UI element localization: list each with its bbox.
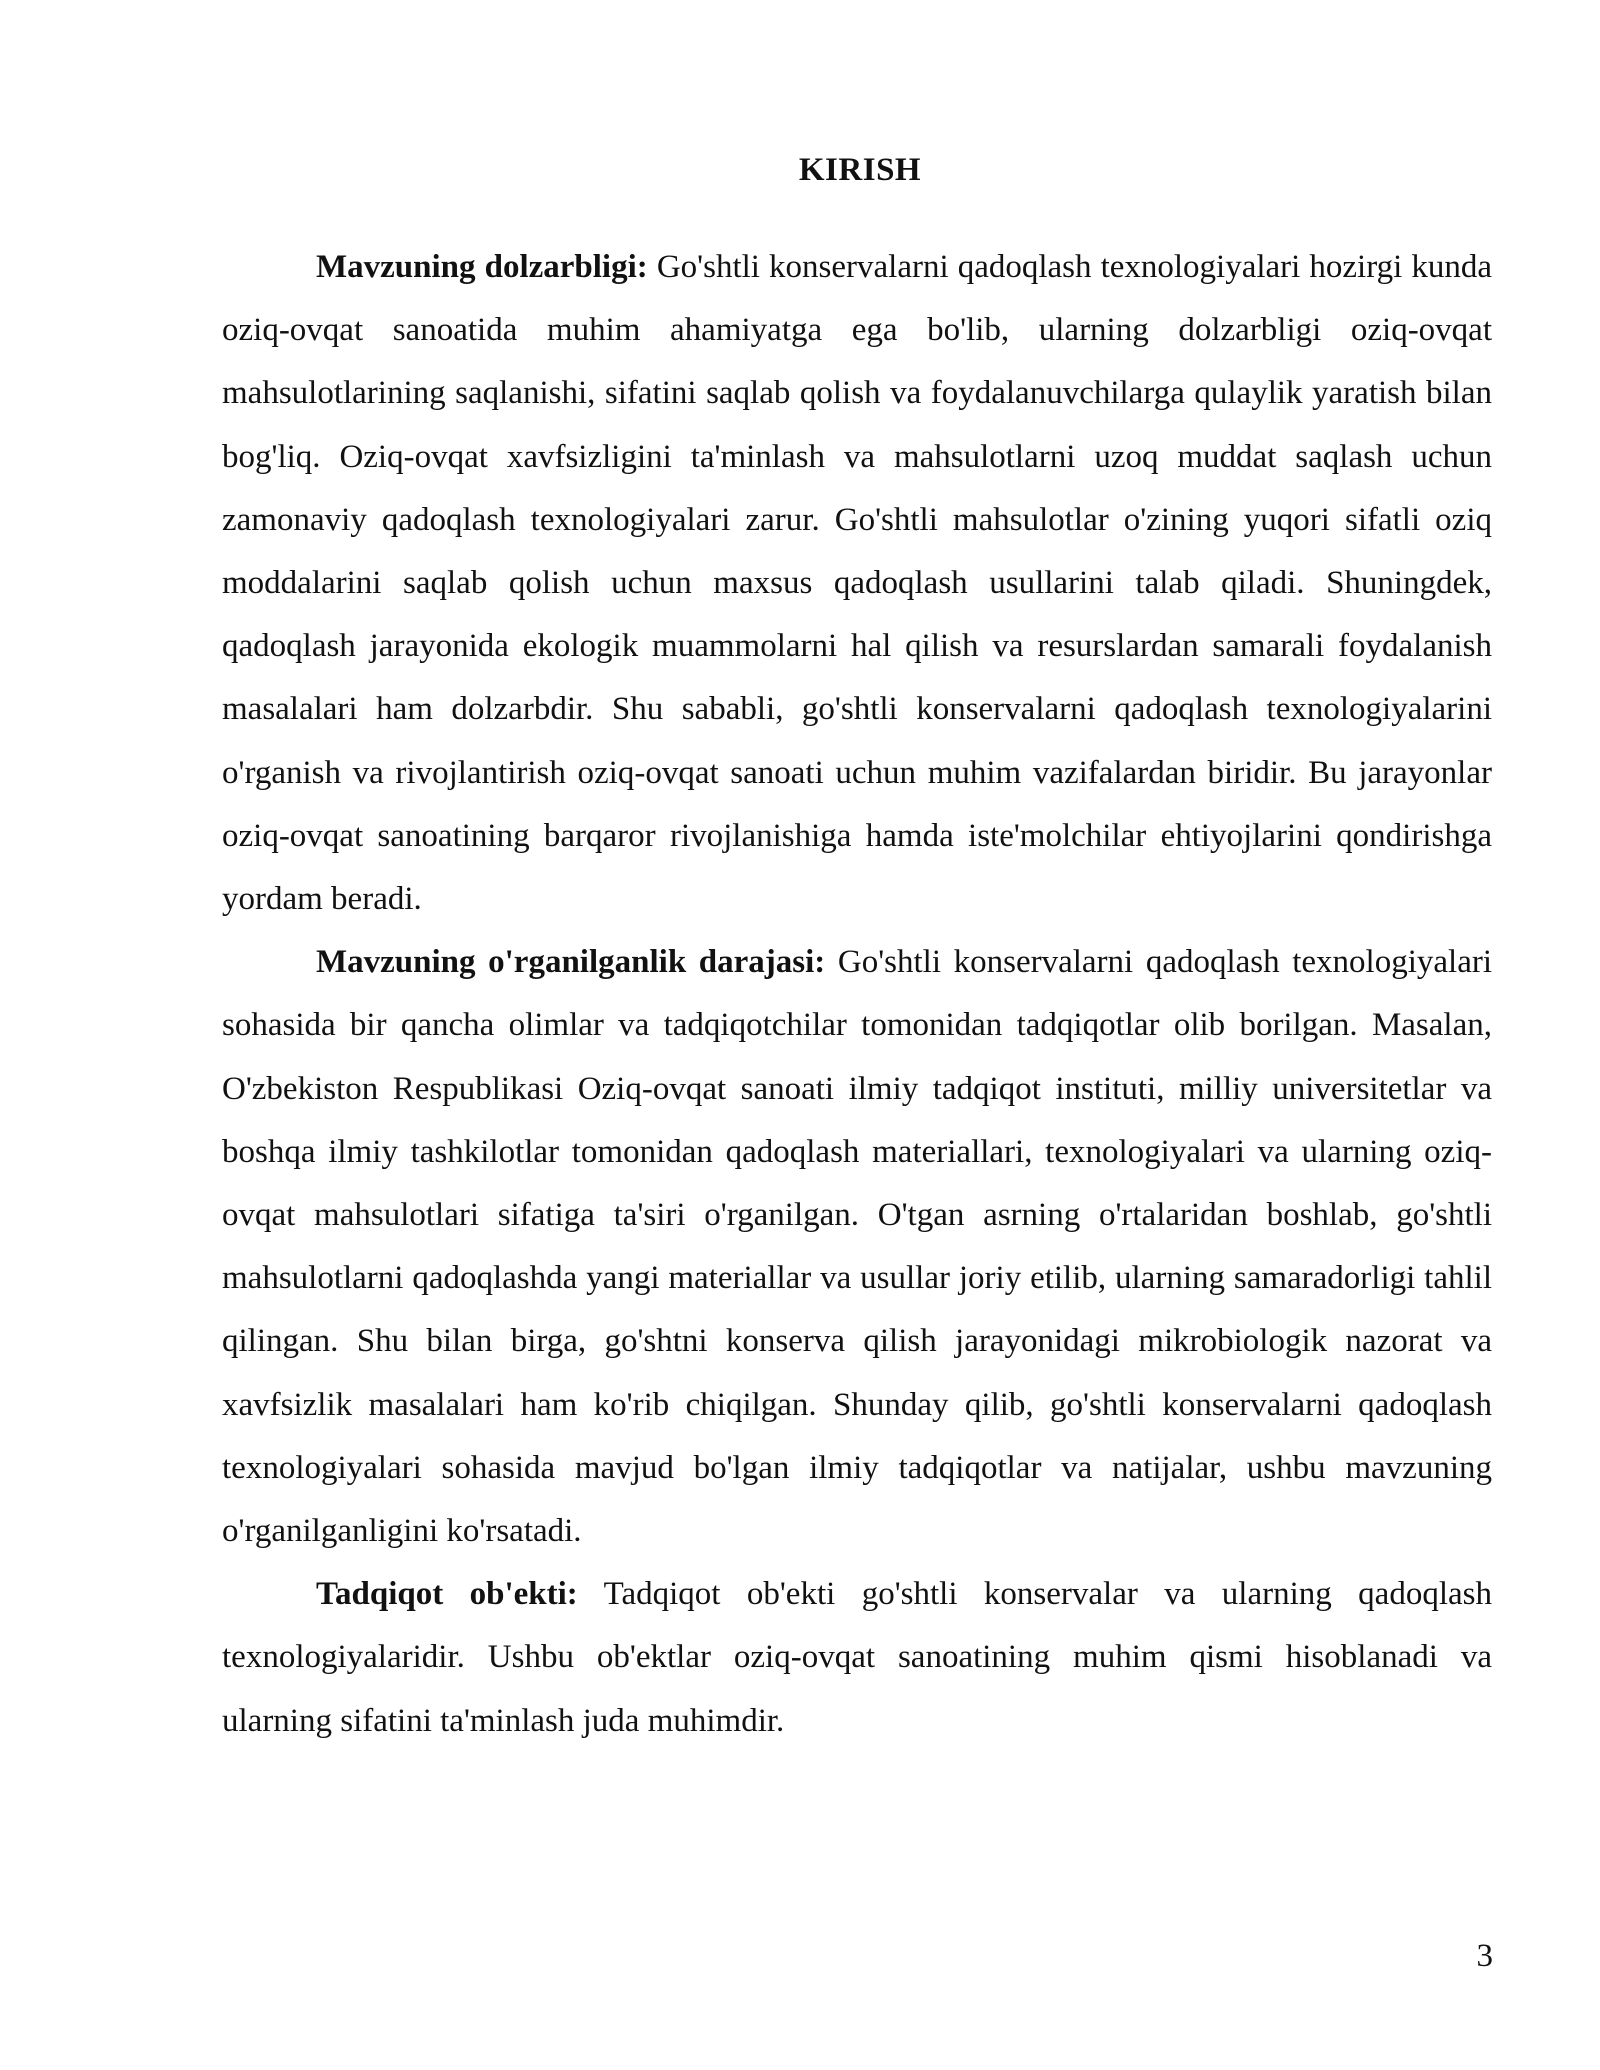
paragraph-heading: Mavzuning o'rganilganlik darajasi: [316, 944, 826, 981]
paragraph-relevance [222, 236, 1492, 931]
paragraph-degree-of-study [222, 931, 1492, 1563]
document-body [222, 236, 1492, 1753]
page-title: KIRISH [798, 152, 922, 188]
paragraph-research-object [222, 1563, 1492, 1753]
paragraph-text: Go'shtli konservalarni qadoqlash texnologiyalari sohasida bir qancha olimlar va tadqiqotchilar tomonidan tadqiqotlar olib borilgan. Masalan, O'zbekiston Respublikasi Oziq-ovqat sanoati ilmiy tadqiqot instituti, milliy universitetlar va boshqa ilmiy tashkilotlar tomonidan qadoqlash materiallari, texnologiyalari va ularning oziq-ovqat mahsulotlari sifatiga ta'siri o'rganilgan. O'tgan asrning o'rtalaridan boshlab, go'shtli mahsulotlarni qadoqlashda yangi materiallar va usullar joriy etilib, ularning samaradorligi tahlil qilingan. Shu bilan birga, go'shtni konserva qilish jarayonidagi mikrobiologik nazorat va xavfsizlik masalalari ham ko'rib chiqilgan. Shunday qilib, go'shtli konservalarni qadoqlash texnologiyalari sohasida mavjud bo'lgan ilmiy tadqiqotlar va natijalar, ushbu mavzuning o'rganilganligini ko'rsatadi. [222, 944, 1492, 1550]
paragraph-text: Tadqiqot ob'ekti go'shtli konservalar va ularning qadoqlash texnologiyalaridir. Ushbu ob'ektlar oziq-ovqat sanoatining muhim qismi hisoblanadi va ularning sifatini ta'minlash juda muhimdir. [222, 1576, 1492, 1739]
page-number: 3 [1476, 1938, 1493, 1974]
paragraph-heading: Tadqiqot ob'ekti: [316, 1576, 578, 1613]
paragraph-heading: Mavzuning dolzarbligi: [316, 249, 648, 285]
paragraph-text: Go'shtli konservalarni qadoqlash texnologiyalari hozirgi kunda oziq-ovqat sanoatida muhim ahamiyatga ega bo'lib, ularning dolzarbligi oziq-ovqat mahsulotlarining saqlanishi, sifatini saqlab qolish va foydalanuvchilarga qulaylik yaratish bilan bog'liq. Oziq-ovqat xavfsizligini ta'minlash va mahsulotlarni uzoq muddat saqlash uchun zamonaviy qadoqlash texnologiyalari zarur. Go'shtli mahsulotlar o'zining yuqori sifatli oziq moddalarini saqlab qolish uchun maxsus qadoqlash usullarini talab qiladi. Shuningdek, qadoqlash jarayonida ekologik muammolarni hal qilish va resurslardan samarali foydalanish masalalari ham dolzarbdir. Shu sababli, go'shtli konservalarni qadoqlash texnologiyalarini o'rganish va rivojlantirish oziq-ovqat sanoati uchun muhim vazifalardan biridir. Bu jarayonlar oziq-ovqat sanoatining barqaror rivojlanishiga hamda iste'molchilar ehtiyojlarini qondirishga yordam beradi. [222, 249, 1493, 918]
